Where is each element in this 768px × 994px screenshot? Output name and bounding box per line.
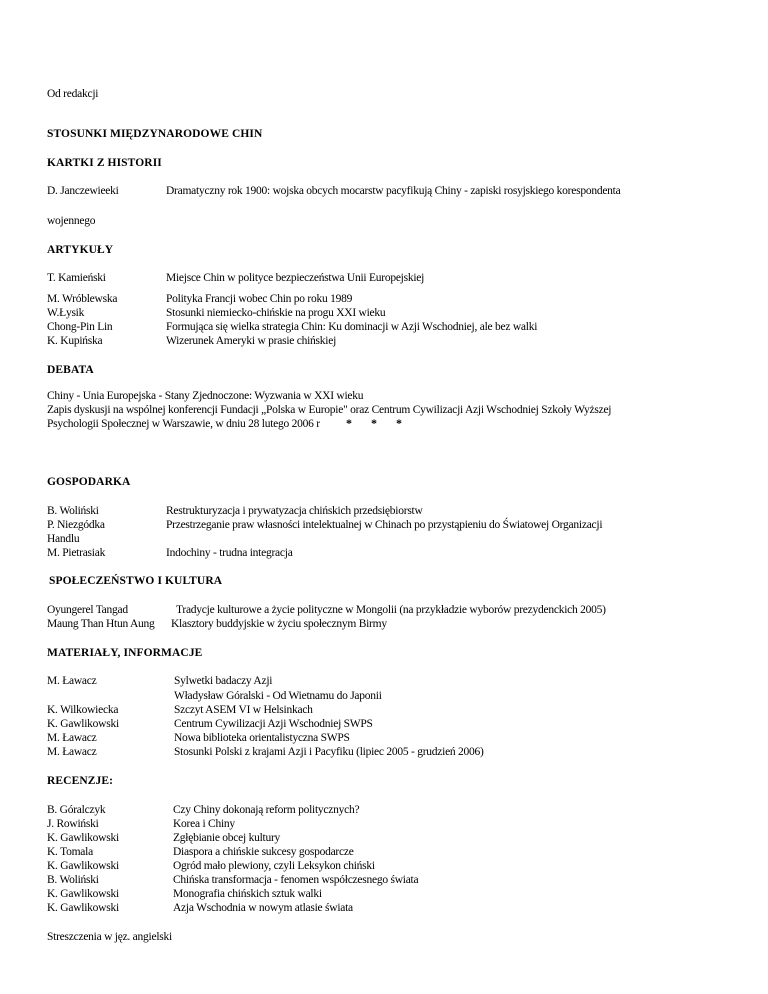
list-item <box>0 518 768 533</box>
list-item <box>0 731 768 746</box>
article-title: Formująca się wielka strategia Chin: Ku dominacji w Azji Wschodniej, ale bez walki <box>166 321 538 333</box>
author: M. Ławacz <box>47 746 97 758</box>
article-title: Stosunki Polski z krajami Azji i Pacyfiku (lipiec 2005 - grudzień 2006) <box>174 746 484 758</box>
debata-title: Chiny - Unia Europejska - Stany Zjednoczone: Wyzwania w XXI wieku <box>47 390 364 402</box>
list-item <box>0 334 768 349</box>
article-title: Sylwetki badaczy Azji <box>174 675 273 687</box>
section-heading-kartki: KARTKI Z HISTORII <box>47 157 162 169</box>
list-item <box>0 546 768 561</box>
review-title: Korea i Chiny <box>173 818 235 830</box>
author: K. Gawlikowski <box>47 902 119 914</box>
author: J. Rowiński <box>47 818 99 830</box>
article-title: Wizerunek Ameryki w prasie chińskiej <box>166 335 337 347</box>
list-item <box>0 617 768 632</box>
article-title: Tradycje kulturowe a życie polityczne w Mongolii (na przykładzie wyborów prezydenckich 2005) <box>176 604 606 616</box>
author: M. Wróblewska <box>47 293 118 305</box>
list-item <box>0 873 768 888</box>
author: W.Łysik <box>47 307 85 319</box>
author: M. Ławacz <box>47 675 97 687</box>
author: P. Niezgódka <box>47 519 105 531</box>
list-item <box>0 603 768 618</box>
list-item <box>0 306 768 321</box>
separator-star: * <box>346 416 352 430</box>
author: K. Gawlikowski <box>47 718 119 730</box>
section-heading-spoleczenstwo: SPOŁECZEŃSTWO I KULTURA <box>49 575 223 587</box>
section-heading-artykuly: ARTYKUŁY <box>47 244 114 256</box>
author: B. Woliński <box>47 874 99 886</box>
review-title: Zgłębianie obcej kultury <box>173 832 281 844</box>
article-title: Polityka Francji wobec Chin po roku 1989 <box>166 293 353 305</box>
article-title: Klasztory buddyjskie w życiu społecznym Birmy <box>171 618 387 630</box>
list-item <box>0 504 768 519</box>
list-item <box>0 532 768 547</box>
section-heading-debata: DEBATA <box>47 364 94 376</box>
author: B. Woliński <box>47 505 99 517</box>
author: Oyungerel Tangad <box>47 604 128 616</box>
author: Chong-Pin Lin <box>47 321 113 333</box>
intro-text: Od redakcji <box>47 88 99 100</box>
author: K. Wilkowiecka <box>47 704 119 716</box>
article-title: Stosunki niemiecko-chińskie na progu XXI wieku <box>166 307 386 319</box>
list-item <box>0 831 768 846</box>
author: K. Gawlikowski <box>47 832 119 844</box>
list-item <box>0 887 768 902</box>
section-heading-materialy: MATERIAŁY, INFORMACJE <box>47 647 203 659</box>
review-title: Monografia chińskich sztuk walki <box>173 888 322 900</box>
author: K. Tomala <box>47 846 93 858</box>
separator-star: * <box>396 416 402 430</box>
article-title: Miejsce Chin w polityce bezpieczeństwa Unii Europejskiej <box>166 272 425 284</box>
list-item <box>0 901 768 916</box>
article-title: Indochiny - trudna integracja <box>166 547 293 559</box>
list-item <box>0 717 768 732</box>
author: B. Góralczyk <box>47 804 106 816</box>
separator-star: * <box>371 416 377 430</box>
section-heading-recenzje: RECENZJE: <box>47 775 114 787</box>
author: Handlu <box>47 533 80 545</box>
author: M. Ławacz <box>47 732 97 744</box>
article-title: Władysław Góralski - Od Wietnamu do Japonii <box>174 690 382 702</box>
debata-description-line2: Psychologii Społecznej w Warszawie, w dniu 28 lutego 2006 r <box>47 418 320 430</box>
author: Maung Than Htun Aung <box>47 618 155 630</box>
kartki-title-continued: wojennego <box>47 215 96 227</box>
list-item <box>0 803 768 818</box>
list-item <box>0 745 768 760</box>
review-title: Czy Chiny dokonają reform politycznych? <box>173 804 360 816</box>
article-title: Centrum Cywilizacji Azji Wschodniej SWPS <box>174 718 373 730</box>
kartki-author: D. Janczewieeki <box>47 185 119 197</box>
kartki-title: Dramatyczny rok 1900: wojska obcych mocarstw pacyfikują Chiny - zapiski rosyjskiego korespondenta <box>166 185 621 197</box>
article-title: Restrukturyzacja i prywatyzacja chińskich przedsiębiorstw <box>166 505 423 517</box>
article-title: Szczyt ASEM VI w Helsinkach <box>174 704 313 716</box>
list-item <box>0 689 768 704</box>
list-item <box>0 271 768 286</box>
author: K. Gawlikowski <box>47 888 119 900</box>
debata-description-line1: Zapis dyskusji na wspólnej konferencji Fundacji „Polska w Europie" oraz Centrum Cywilizacji Azji Wschodniej Szkoły Wyższej <box>47 404 612 416</box>
article-title: Nowa biblioteka orientalistyczna SWPS <box>174 732 350 744</box>
article-title: Przestrzeganie praw własności intelektualnej w Chinach po przystąpieniu do Światowej Organizacji <box>166 519 603 531</box>
list-item <box>0 674 768 689</box>
review-title: Azja Wschodnia w nowym atlasie świata <box>173 902 353 914</box>
author: K. Gawlikowski <box>47 860 119 872</box>
list-item <box>0 703 768 718</box>
author: K. Kupińska <box>47 335 103 347</box>
summary-note: Streszczenia w jęz. angielski <box>47 931 172 943</box>
list-item <box>0 845 768 860</box>
review-title: Diaspora a chińskie sukcesy gospodarcze <box>173 846 354 858</box>
section-heading-gospodarka: GOSPODARKA <box>47 476 131 488</box>
review-title: Ogród mało plewiony, czyli Leksykon chiński <box>173 860 375 872</box>
author: M. Pietrasiak <box>47 547 106 559</box>
list-item <box>0 320 768 335</box>
author: T. Kamieński <box>47 272 106 284</box>
list-item <box>0 292 768 307</box>
main-heading: STOSUNKI MIĘDZYNARODOWE CHIN <box>47 128 263 140</box>
list-item <box>0 817 768 832</box>
review-title: Chińska transformacja - fenomen współczesnego świata <box>173 874 419 886</box>
list-item <box>0 859 768 874</box>
